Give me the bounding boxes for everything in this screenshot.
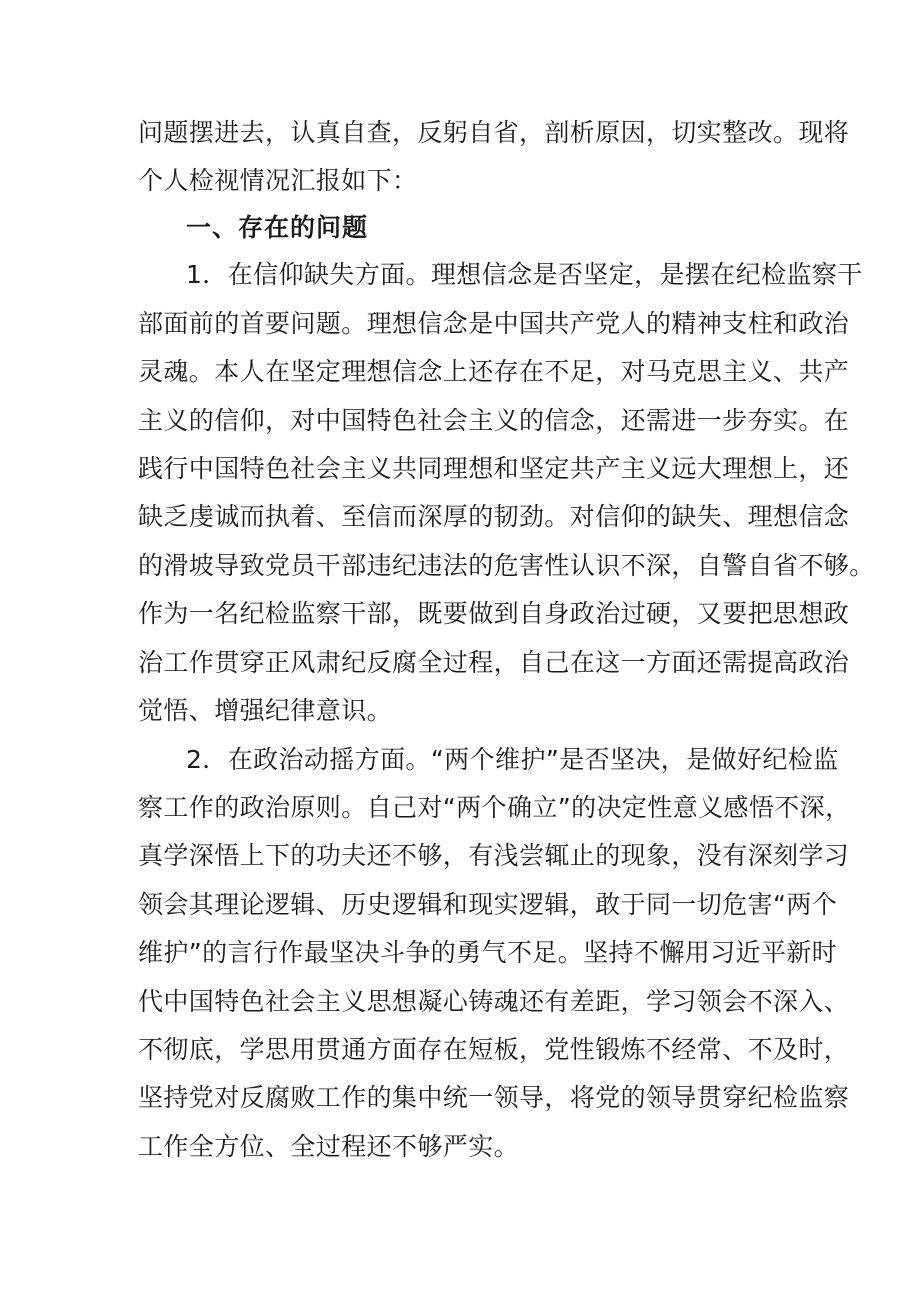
section-heading: 一、存在的问题 <box>186 213 369 242</box>
paragraph-2-line: 坚持党对反腐败工作的集中统一领导，将党的领导贯穿纪检监察 <box>138 1083 850 1112</box>
paragraph-1-line: 的滑坡导致党员干部违纪违法的危害性认识不深，自警自省不够。 <box>138 551 875 580</box>
paragraph-2-line: 维护”的言行作最坚决斗争的勇气不足。坚持不懈用习近平新时 <box>138 938 838 967</box>
paragraph-1-line: 灵魂。本人在坚定理想信念上还存在不足，对马克思主义、共产 <box>138 357 850 386</box>
paragraph-2-line: 2．在政治动摇方面。“两个维护”是否坚决，是做好纪检监 <box>186 745 839 774</box>
intro-line: 个人检视情况汇报如下： <box>138 166 418 195</box>
paragraph-1-line: 治工作贯穿正风肃纪反腐全过程，自己在这一方面还需提高政治 <box>138 648 850 677</box>
paragraph-2-line: 工作全方位、全过程还不够严实。 <box>138 1132 520 1161</box>
paragraph-2-line: 领会其理论逻辑、历史逻辑和现实逻辑，敢于同一切危害“两个 <box>138 890 838 919</box>
paragraph-2-line: 真学深悟上下的功夫还不够，有浅尝辄止的现象，没有深刻学习 <box>138 841 850 870</box>
paragraph-1-line: 部面前的首要问题。理想信念是中国共产党人的精神支柱和政治 <box>138 309 850 338</box>
paragraph-1-line: 作为一名纪检监察干部，既要做到自身政治过硬，又要把思想政 <box>138 599 850 628</box>
paragraph-2-line: 代中国特色社会主义思想凝心铸魂还有差距，学习领会不深入、 <box>138 987 850 1016</box>
paragraph-2-line: 不彻底，学思用贯通方面存在短板，党性锻炼不经常、不及时， <box>138 1035 850 1064</box>
paragraph-2-line: 察工作的政治原则。自己对“两个确立”的决定性意义感悟不深， <box>138 793 851 822</box>
paragraph-1-line: 践行中国特色社会主义共同理想和坚定共产主义远大理想上，还 <box>138 454 850 483</box>
paragraph-1-line: 缺乏虔诚而执着、至信而深厚的韧劲。对信仰的缺失、理想信念 <box>138 502 850 531</box>
paragraph-1-line: 1．在信仰缺失方面。理想信念是否坚定，是摆在纪检监察干 <box>186 260 863 289</box>
paragraph-1-line: 主义的信仰，对中国特色社会主义的信念，还需进一步夯实。在 <box>138 406 850 435</box>
intro-line: 问题摆进去，认真自查，反躬自省，剖析原因，切实整改。现将 <box>138 118 850 147</box>
paragraph-1-line: 觉悟、增强纪律意识。 <box>138 696 393 725</box>
